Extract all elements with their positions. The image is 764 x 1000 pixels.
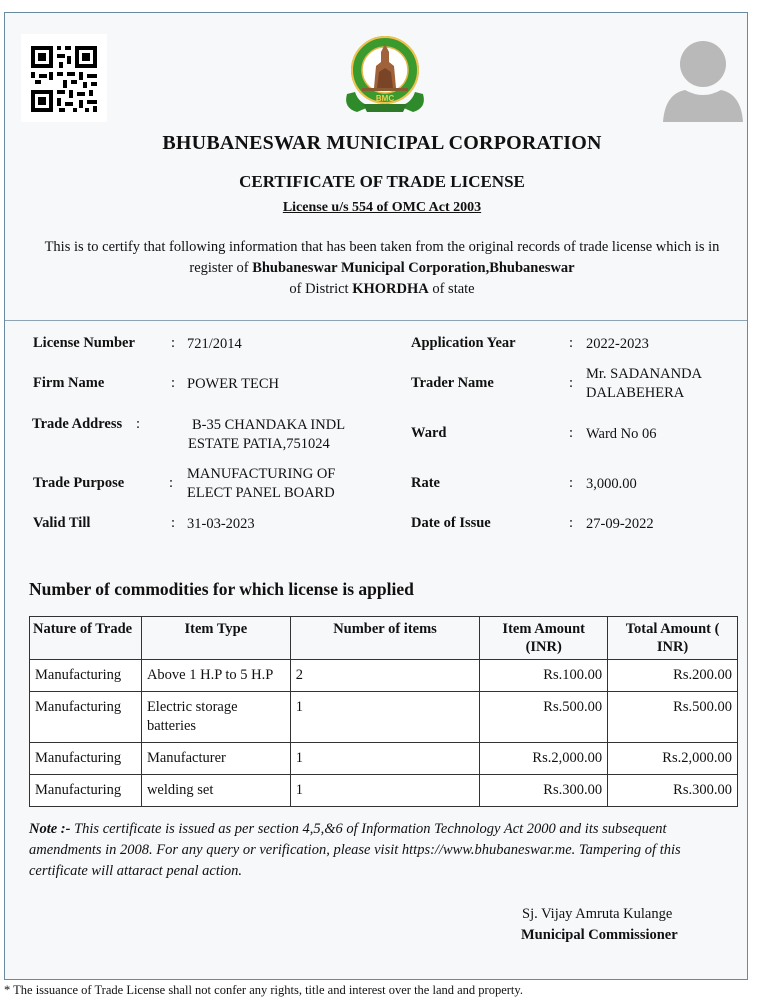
column-header: Nature of Trade: [30, 617, 142, 660]
emblem-badge-text: BMC: [375, 94, 395, 103]
trader-name-value: Mr. SADANANDA DALABEHERA: [586, 366, 703, 401]
footer-disclaimer: * The issuance of Trade License shall not confer any rights, title and interest over the land and property.: [4, 983, 523, 997]
table-cell: 1: [290, 775, 480, 807]
column-header: Item Type: [141, 617, 290, 660]
column-header: Item Amount (INR): [480, 617, 608, 660]
application-year-label: Application Year: [411, 335, 516, 351]
divider: [5, 320, 747, 321]
table-cell: Rs.2,000.00: [608, 743, 738, 775]
legal-note: [29, 819, 741, 882]
intro-line-3: of District KHORDHA of state: [289, 281, 475, 297]
colon: :: [569, 335, 574, 351]
note-text: This certificate is issued as per section 4,5,&6 of Information Technology Act 2000 and its subsequent amendments in 2008. For any query or verification, please visit https://www.bhubaneswar.me. Tampering of this certificate will attaract penal action.: [29, 821, 681, 879]
table-cell: Rs.300.00: [608, 775, 738, 807]
trader-name-label: Trader Name: [411, 375, 494, 391]
colon: :: [171, 335, 176, 351]
act-line: License u/s 554 of OMC Act 2003: [282, 200, 482, 215]
table-cell: Manufacturing: [30, 692, 142, 743]
table-header-row: [30, 617, 738, 660]
table-cell: Manufacturing: [30, 743, 142, 775]
table-cell: Rs.500.00: [480, 692, 608, 743]
trade-purpose-value: MANUFACTURING OF ELECT PANEL BOARD: [187, 466, 336, 501]
commodities-title: Number of commodities for which license is applied: [29, 579, 414, 599]
colon: :: [569, 515, 574, 531]
colon: :: [171, 515, 176, 531]
table-cell: Manufacturing: [30, 660, 142, 692]
column-header: Total Amount ( INR): [608, 617, 738, 660]
firm-name-label: Firm Name: [33, 375, 105, 391]
signatory-name: Sj. Vijay Amruta Kulange: [522, 906, 673, 922]
firm-name-value: POWER TECH: [187, 376, 279, 392]
district-name: KHORDHA: [352, 281, 429, 297]
license-number-label: License Number: [33, 335, 135, 351]
colon: :: [569, 375, 574, 391]
table-cell: Rs.100.00: [480, 660, 608, 692]
colon: :: [169, 475, 174, 491]
qr-code-icon: [21, 34, 107, 122]
corporation-name: Bhubaneswar Municipal Corporation,Bhubaneswar: [252, 260, 575, 276]
table-cell: welding set: [141, 775, 290, 807]
org-name: BHUBANESWAR MUNICIPAL CORPORATION: [162, 132, 602, 154]
table-row: [30, 775, 738, 807]
table-cell: Rs.500.00: [608, 692, 738, 743]
intro-line-1: This is to certify that following information that has been taken from the original records of trade license which is in: [44, 239, 720, 255]
trade-address-value: B-35 CHANDAKA INDL ESTATE PATIA,751024: [188, 417, 346, 452]
table-cell: 2: [290, 660, 480, 692]
colon: :: [569, 475, 574, 491]
table-cell: 1: [290, 743, 480, 775]
rate-label: Rate: [411, 475, 440, 491]
note-prefix: Note :-: [29, 821, 71, 837]
commodities-table: [29, 616, 738, 807]
table-row: [30, 692, 738, 743]
bmc-emblem-icon: [341, 32, 429, 116]
rate-value: 3,000.00: [586, 476, 637, 492]
table-row: [30, 660, 738, 692]
application-year-value: 2022-2023: [586, 336, 649, 352]
table-cell: Manufacturer: [141, 743, 290, 775]
table-cell: Rs.300.00: [480, 775, 608, 807]
table-row: [30, 743, 738, 775]
ward-label: Ward: [411, 425, 447, 441]
date-of-issue-value: 27-09-2022: [586, 516, 654, 532]
ward-value: Ward No 06: [586, 426, 657, 442]
table-cell: Above 1 H.P to 5 H.P: [141, 660, 290, 692]
column-header: Number of items: [290, 617, 480, 660]
table-cell: Rs.2,000.00: [480, 743, 608, 775]
trade-purpose-label: Trade Purpose: [33, 475, 125, 491]
signatory-title: Municipal Commissioner: [521, 927, 678, 943]
user-avatar-icon: [661, 34, 745, 124]
table-cell: 1: [290, 692, 480, 743]
intro-paragraph: [14, 237, 750, 300]
colon: :: [171, 375, 176, 391]
license-number-value: 721/2014: [187, 336, 242, 352]
table-cell: Manufacturing: [30, 775, 142, 807]
valid-till-label: Valid Till: [33, 515, 91, 531]
date-of-issue-label: Date of Issue: [411, 515, 491, 531]
intro-line-2: register of Bhubaneswar Municipal Corporation,Bhubaneswar: [189, 260, 575, 276]
colon: :: [136, 416, 141, 432]
trade-address-label: Trade Address: [32, 416, 123, 432]
colon: :: [569, 425, 574, 441]
valid-till-value: 31-03-2023: [187, 516, 255, 532]
table-cell: Electric storage batteries: [141, 692, 290, 743]
table-cell: Rs.200.00: [608, 660, 738, 692]
certificate-title: CERTIFICATE OF TRADE LICENSE: [239, 172, 525, 191]
